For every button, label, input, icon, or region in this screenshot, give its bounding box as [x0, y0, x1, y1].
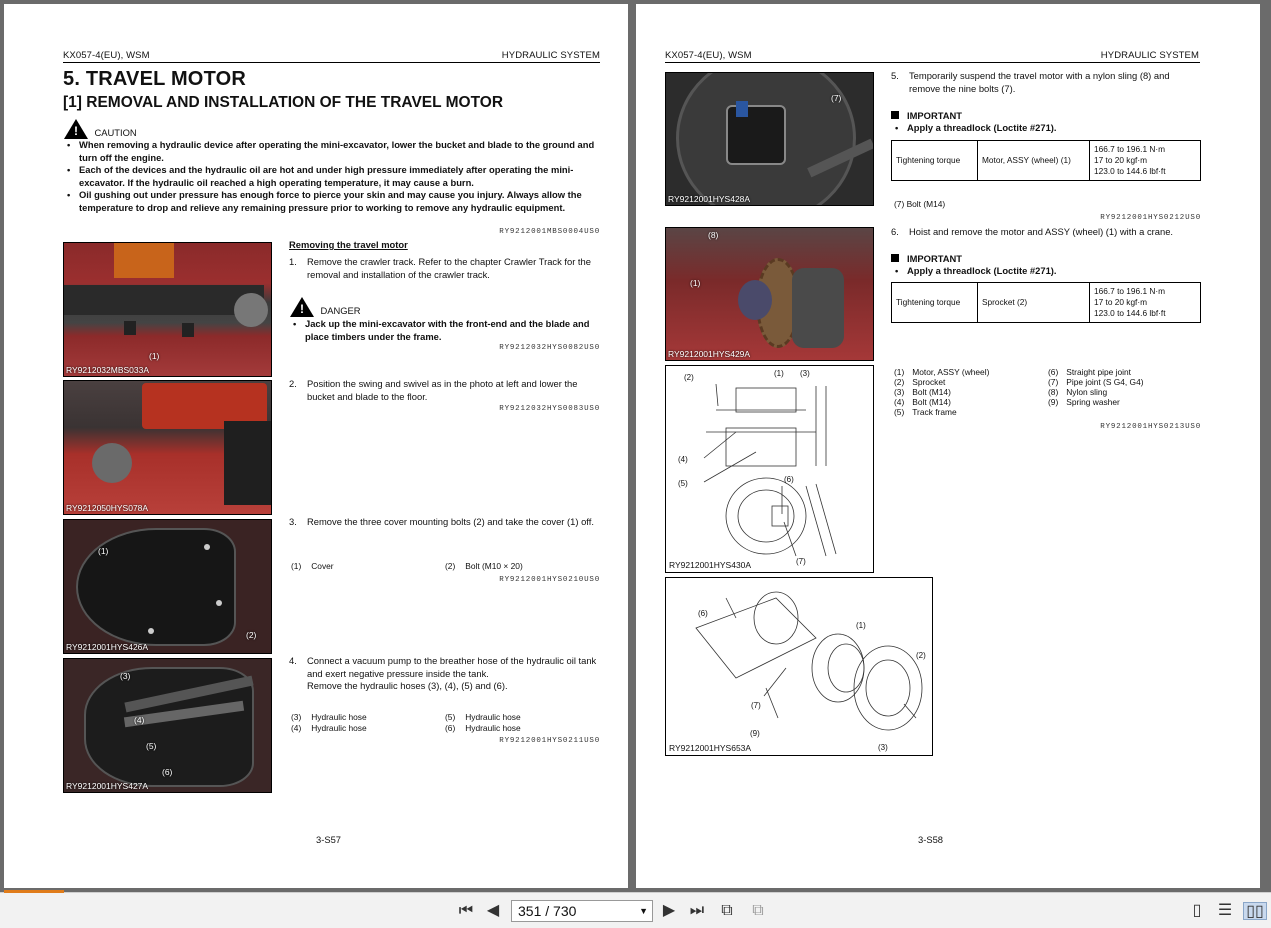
important-list	[891, 122, 1201, 135]
step-4: 4. Connect a vacuum pump to the breather hose of the hydraulic oil tank and exert negative pressure inside the tank. Remove the hydraulic hoses (3), (4), (5) and (6).	[289, 655, 597, 692]
procedure-heading: Removing the travel motor	[289, 239, 408, 250]
callout-label: (2)	[684, 373, 694, 382]
callout-label: (7)	[796, 557, 806, 566]
next-page-icon[interactable]: ▶	[662, 902, 676, 919]
previous-page-icon[interactable]: ◀	[486, 902, 500, 919]
header-left: KX057-4(EU), WSM	[665, 50, 752, 61]
legend-item: (9) Spring washer	[1048, 397, 1120, 407]
legend-item: (7) Pipe joint (S G4, G4)	[1048, 377, 1144, 387]
legend-item: (4) Hydraulic hose	[291, 723, 367, 733]
legend-item: (4) Bolt (M14)	[894, 397, 951, 407]
table-cell: 166.7 to 196.1 N·m 17 to 20 kgf·m 123.0 to 144.6 lbf·ft	[1090, 283, 1201, 323]
legend-item: (2) Sprocket	[894, 377, 946, 387]
legend-item: (5) Track frame	[894, 407, 957, 417]
torque-table	[891, 282, 1201, 323]
photo-caption: RY9212001HYS428A	[668, 194, 751, 204]
torque-table	[891, 140, 1201, 181]
callout-label: (6)	[698, 609, 708, 618]
caution-item: • Oil gushing out under pressure has enough force to pierce your skin and may cause you injury. Always allow the temperature to drop and relieve any remaining pressure prior to working to remove any hydraulic equipment.	[63, 189, 601, 214]
callout-label: (3)	[120, 671, 131, 681]
doc-code: RY9212001HYS0210US0	[499, 576, 600, 584]
warning-icon: !	[290, 297, 314, 317]
callout-label: (7)	[751, 701, 761, 710]
page-title: 5. TRAVEL MOTOR	[63, 68, 247, 90]
legend-item: (7) Bolt (M14)	[894, 199, 946, 209]
photo-swing-position	[63, 380, 272, 515]
callout-label: (1)	[149, 351, 160, 361]
callout-label: (3)	[878, 743, 888, 752]
table-cell: Tightening torque	[892, 283, 978, 323]
legend-item: (8) Nylon sling	[1048, 387, 1108, 397]
square-bullet-icon	[891, 111, 899, 119]
callout-label: (6)	[162, 767, 173, 777]
warning-icon: !	[64, 119, 88, 139]
callout-label: (2)	[916, 651, 926, 660]
exploded-motor-drawing	[666, 578, 933, 756]
callout-label: (7)	[831, 93, 842, 103]
danger-label: DANGER	[320, 305, 361, 317]
step-2: 2. Position the swing and swivel as in the photo at left and lower the bucket and blade to the floor.	[289, 378, 578, 402]
important-heading: IMPORTANT	[891, 110, 962, 123]
page-number-select[interactable]: 351 / 730 ▼	[511, 900, 653, 922]
header-right: HYDRAULIC SYSTEM	[1100, 50, 1199, 61]
callout-label: (1)	[690, 278, 701, 288]
callout-label: (6)	[784, 475, 794, 484]
photo-caption: RY9212001HYS427A	[66, 781, 149, 791]
header-left: KX057-4(EU), WSM	[63, 50, 150, 61]
photo-crane-hoist	[665, 227, 874, 361]
callout-label: (4)	[134, 715, 145, 725]
legend-item: (6) Straight pipe joint	[1048, 367, 1131, 377]
photo-caption: RY9212001HYS429A	[668, 349, 751, 359]
legend-item: (1) Motor, ASSY (wheel)	[894, 367, 990, 377]
legend-item: (3) Bolt (M14)	[894, 387, 951, 397]
header-right: HYDRAULIC SYSTEM	[501, 50, 600, 61]
callout-label: (5)	[678, 479, 688, 488]
important-heading: IMPORTANT	[891, 253, 962, 266]
caution-list	[63, 139, 601, 215]
photo-caption: RY9212001HYS430A	[669, 560, 752, 570]
go-forward-view-icon[interactable]: ⧉	[752, 902, 764, 919]
legend-item: (6) Hydraulic hose	[445, 723, 521, 733]
single-page-view-icon[interactable]: ▯	[1192, 902, 1202, 919]
photo-cover-bolts	[63, 519, 272, 654]
header-rule	[665, 62, 1200, 63]
right-page	[636, 4, 1260, 888]
callout-label: (1)	[856, 621, 866, 630]
doc-code: RY9212032HYS0083US0	[499, 405, 600, 413]
legend-item: (1) Cover	[291, 561, 334, 571]
photo-caption: RY9212050HYS078A	[66, 503, 149, 513]
table-cell: 166.7 to 196.1 N·m 17 to 20 kgf·m 123.0 to 144.6 lbf·ft	[1090, 141, 1201, 181]
header-rule	[63, 62, 600, 63]
last-page-icon[interactable]: ⏭	[689, 902, 705, 919]
go-back-view-icon[interactable]: ⧉	[721, 902, 733, 919]
photo-nylon-sling	[665, 72, 874, 206]
doc-code: RY9212001HYS0211US0	[499, 737, 600, 745]
danger-heading	[290, 297, 361, 317]
callout-label: (1)	[774, 369, 784, 378]
callout-label: (8)	[708, 230, 719, 240]
left-page	[4, 4, 628, 888]
legend-item: (2) Bolt (M10 × 20)	[445, 561, 523, 571]
photo-crawler-removed	[63, 242, 272, 377]
section-title: [1] REMOVAL AND INSTALLATION OF THE TRAVEL MOTOR	[63, 94, 504, 111]
caution-item: • Each of the devices and the hydraulic oil are hot and under high pressure immediately after operating the mini-excavator. If the hydraulic oil reached a high operating temperature, it may cause a burn.	[63, 164, 601, 189]
page-number: 3-S57	[316, 834, 342, 845]
two-page-view-icon[interactable]: ▯▯	[1243, 902, 1267, 920]
callout-label: (1)	[98, 546, 109, 556]
square-bullet-icon	[891, 254, 899, 262]
important-item: • Apply a threadlock (Loctite #271).	[891, 122, 1201, 135]
caution-item: • When removing a hydraulic device after operating the mini-excavator, lower the bucket and blade to the ground and turn off the engine.	[63, 139, 601, 164]
callout-label: (5)	[146, 741, 157, 751]
diagram-exploded-motor	[665, 577, 933, 756]
step-5: 5. Temporarily suspend the travel motor with a nylon sling (8) and remove the nine bolts (7).	[891, 70, 1170, 94]
chevron-down-icon: ▼	[639, 906, 648, 916]
legend-item: (3) Hydraulic hose	[291, 712, 367, 722]
danger-list	[289, 318, 601, 343]
motor-mount-drawing	[666, 366, 874, 573]
step-6: 6. Hoist and remove the motor and ASSY (wheel) (1) with a crane.	[891, 226, 1174, 237]
important-list	[891, 265, 1201, 278]
table-cell: Motor, ASSY (wheel) (1)	[978, 141, 1090, 181]
doc-code: RY9212001HYS0212US0	[1100, 214, 1201, 222]
continuous-view-icon[interactable]: ☰	[1217, 902, 1233, 919]
photo-hydraulic-hoses	[63, 658, 272, 793]
photo-caption: RY9212001HYS426A	[66, 642, 149, 652]
doc-code: RY9212001HYS0213US0	[1100, 423, 1201, 431]
important-item: • Apply a threadlock (Loctite #271).	[891, 265, 1201, 278]
danger-item: • Jack up the mini-excavator with the front-end and the blade and place timbers under the frame.	[289, 318, 601, 343]
doc-code: RY9212001MBS0004US0	[499, 228, 600, 236]
callout-label: (3)	[800, 369, 810, 378]
caution-label: CAUTION	[94, 127, 137, 139]
caution-heading	[64, 119, 137, 141]
callout-label: (4)	[678, 455, 688, 464]
step-1: 1. Remove the crawler track. Refer to the chapter Crawler Track for the removal and installation of the crawler track.	[289, 256, 591, 280]
callout-label: (2)	[246, 630, 257, 640]
doc-code: RY9212032HYS0082US0	[499, 344, 600, 352]
table-cell: Tightening torque	[892, 141, 978, 181]
photo-caption: RY9212001HYS653A	[669, 743, 752, 753]
photo-caption: RY9212032MBS033A	[66, 365, 150, 375]
step-3: 3. Remove the three cover mounting bolts (2) and take the cover (1) off.	[289, 516, 594, 527]
page-number: 3-S58	[918, 834, 944, 845]
callout-label: (9)	[750, 729, 760, 738]
legend-item: (5) Hydraulic hose	[445, 712, 521, 722]
first-page-icon[interactable]: ⏮	[458, 902, 474, 919]
diagram-motor-mount	[665, 365, 874, 573]
accent-strip	[4, 890, 64, 893]
viewer-toolbar	[0, 892, 1271, 928]
table-cell: Sprocket (2)	[978, 283, 1090, 323]
